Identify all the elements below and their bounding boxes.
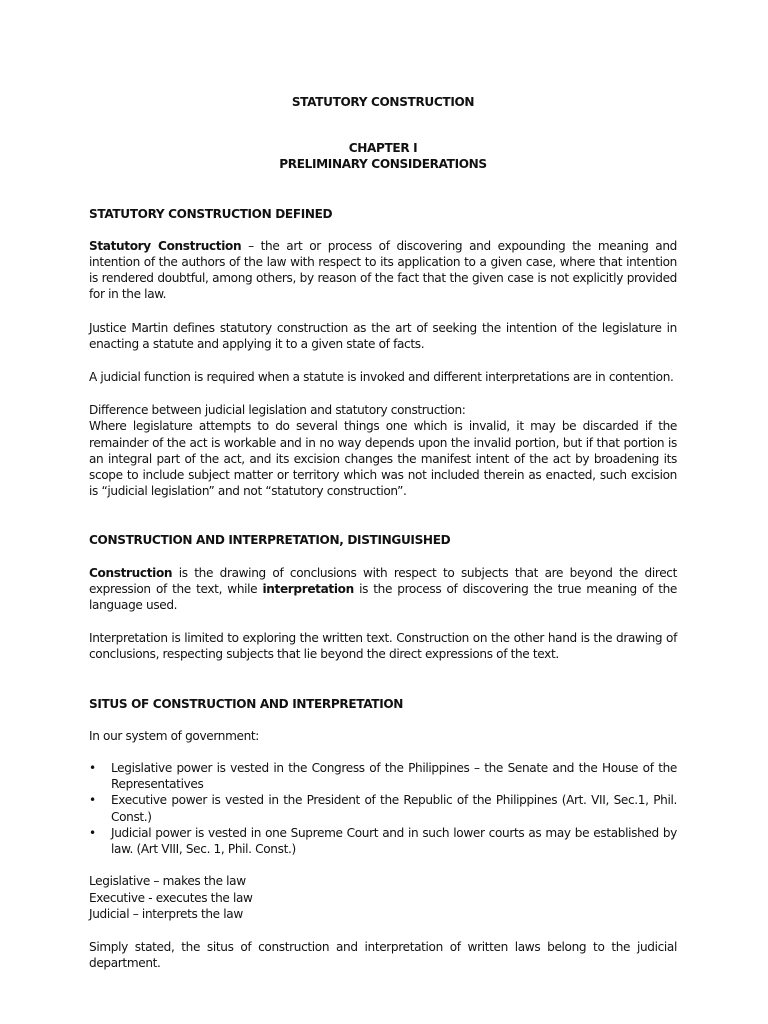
definition-text: – the art or process of discovering and expounding the meaning and intention of the authors of the law with respect to its application to a given case, where that intention is rendered doubtful, among others, by reason of the fact that the given case is not explicitly provided for in the law. — [89, 238, 677, 302]
list-item-text: Executive power is vested in the President of the Republic of the Philippines (Art. VII, Sec.1, Phil. Const.) — [111, 793, 677, 824]
construction-text-b: is the process of discovering the true meaning of the language used. — [89, 581, 677, 613]
bullet-icon: • — [89, 793, 96, 808]
difference-paragraph — [89, 402, 677, 499]
bullet-icon: • — [89, 825, 96, 840]
difference-label: Difference between judicial legislation and statutory construction: — [89, 403, 466, 418]
construction-paragraph — [89, 565, 677, 614]
powers-list — [89, 760, 677, 857]
difference-text: Where legislature attempts to do several things one which is invalid, it may be discarded if the remainder of the act is workable and in no way depends upon the invalid portion, but if that portion is an integral part of the act, and its excision changes the manifest intent of the act by broadening its scope to include subject matter or territory which was not included therein as enacted, such excision is “judicial legislation” and not “statutory construction”. — [89, 419, 677, 499]
closing-paragraph: Simply stated, the situs of construction and interpretation of written laws belong to the judicial department. — [89, 939, 677, 971]
definition-term: Statutory Construction — [89, 238, 242, 253]
document-page — [89, 94, 677, 971]
definition-paragraph — [89, 238, 677, 303]
chapter-subtitle: PRELIMINARY CONSIDERATIONS — [279, 157, 487, 172]
interpretation-term: interpretation — [262, 581, 354, 596]
list-item-text: Legislative power is vested in the Congress of the Philippines – the Senate and the House of the Representatives — [111, 761, 677, 792]
document-title: STATUTORY CONSTRUCTION — [291, 95, 475, 109]
bullet-icon: • — [89, 761, 96, 776]
branches-block — [89, 873, 677, 922]
list-item — [89, 760, 677, 792]
list-item — [89, 825, 677, 857]
martin-paragraph: Justice Martin defines statutory construction as the art of seeking the intention of the legislature in enacting a statute and applying it to a given state of facts. — [89, 320, 677, 351]
branch-legislative: Legislative – makes the law — [89, 874, 246, 889]
chapter-number: CHAPTER I — [348, 141, 418, 156]
branch-judicial: Judicial – interprets the law — [89, 906, 243, 921]
list-item — [89, 792, 677, 824]
section-heading-situs: SITUS OF CONSTRUCTION AND INTERPRETATION — [89, 696, 404, 711]
government-intro: In our system of government: — [89, 728, 260, 743]
section-heading-distinguished: CONSTRUCTION AND INTERPRETATION, DISTINGUISHED — [89, 533, 451, 548]
list-item-text: Judicial power is vested in one Supreme Court and in such lower courts as may be established by law. (Art VIII, Sec. 1, Phil. Const.) — [111, 825, 677, 857]
construction-text-a: is the drawing of conclusions with respect to subjects that are beyond the direct expression of the text, while — [89, 565, 677, 596]
construction-term: Construction — [89, 565, 173, 580]
interpretation-limited-paragraph: Interpretation is limited to exploring the written text. Construction on the other hand is the drawing of conclusions, respecting subjects that lie beyond the direct expressions of the text. — [89, 631, 677, 662]
section-heading-defined: STATUTORY CONSTRUCTION DEFINED — [89, 206, 333, 221]
judicial-function-paragraph: A judicial function is required when a statute is invoked and different interpretations are in contention. — [89, 370, 674, 385]
branch-executive: Executive - executes the law — [89, 890, 253, 905]
